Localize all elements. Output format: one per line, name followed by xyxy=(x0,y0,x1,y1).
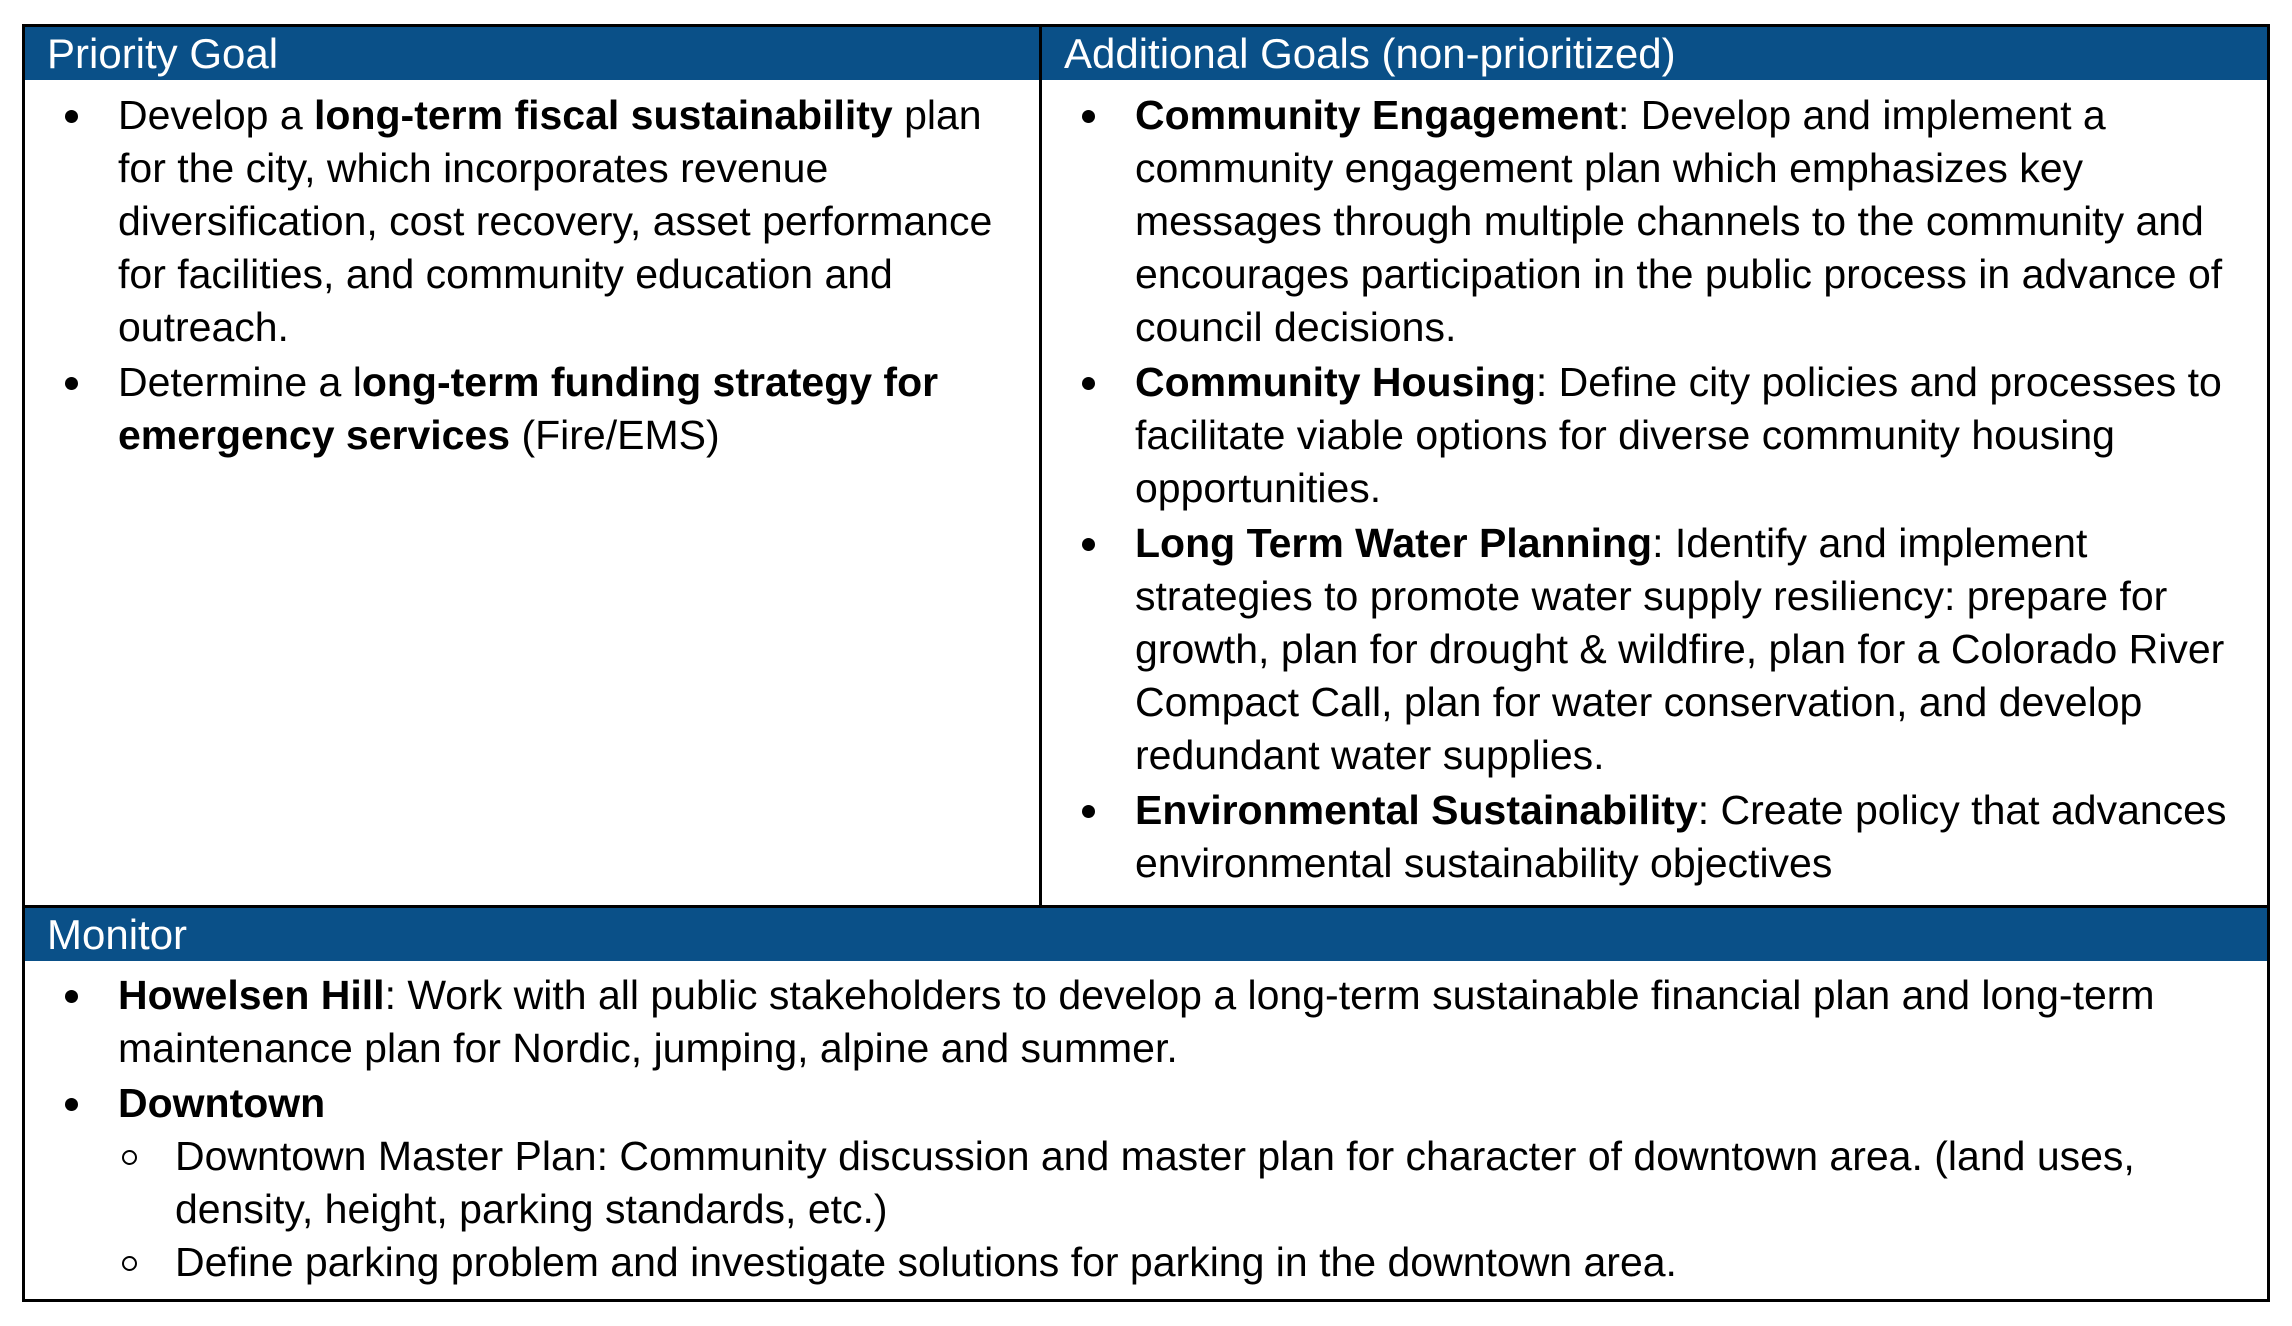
monitor-cell xyxy=(25,961,2267,1291)
monitor-item-howelsen xyxy=(25,969,2251,1075)
monitor-item-downtown xyxy=(25,1077,2251,1289)
priority-goal-list xyxy=(25,89,1023,462)
priority-goal-item xyxy=(25,356,1023,462)
priority-goal-bold: ong-term funding strategy for emergency services xyxy=(118,359,939,458)
monitor-header-text: Monitor xyxy=(47,911,188,958)
priority-goal-cell xyxy=(25,83,1039,464)
additional-goal-item xyxy=(1042,89,2251,354)
additional-goals-header-text: Additional Goals (non-prioritized) xyxy=(1064,30,1676,77)
additional-goal-title: Community Engagement xyxy=(1135,92,1618,138)
priority-goal-bold: long-term fiscal sustainability xyxy=(314,92,893,138)
priority-goal-header xyxy=(25,27,1039,80)
priority-goal-text: (Fire/EMS) xyxy=(510,412,720,458)
priority-goal-text: Develop a xyxy=(118,92,315,138)
priority-goal-text: Determine a l xyxy=(118,359,362,405)
additional-goal-title: Environmental Sustainability xyxy=(1135,787,1698,833)
priority-goal-text: plan for the city, which incorporates revenue diversification, cost recovery, asset performance for facilities, and community education and outreach. xyxy=(118,92,993,350)
priority-goal-header-text: Priority Goal xyxy=(47,30,279,77)
additional-goal-title: Community Housing xyxy=(1135,359,1536,405)
additional-goal-item xyxy=(1042,517,2251,782)
monitor-header xyxy=(25,905,2267,961)
additional-goal-item xyxy=(1042,784,2251,890)
additional-goal-text: : Define city policies and processes to facilitate viable options for diverse community housing opportunities. xyxy=(1135,359,2222,511)
downtown-subitem: Downtown Master Plan: Community discussion and master plan for character of downtown area. (land uses, density, height, parking standards, etc.) xyxy=(118,1130,2251,1236)
downtown-sublist xyxy=(118,1130,2251,1289)
additional-goals-cell xyxy=(1042,83,2267,892)
additional-goal-text: : Identify and implement strategies to promote water supply resiliency: prepare for growth, plan for drought & wildfire, plan for a Colorado River Compact Call, plan for water conservation, and develop redundant water supplies. xyxy=(1135,520,2225,778)
additional-goal-text: : Develop and implement a community engagement plan which emphasizes key messages through multiple channels to the community and encourages participation in the public process in advance of council decisions. xyxy=(1135,92,2223,350)
additional-goal-title: Long Term Water Planning xyxy=(1135,520,1653,566)
additional-goal-item xyxy=(1042,356,2251,515)
additional-goal-text: : Create policy that advances environmental sustainability objectives xyxy=(1135,787,2227,886)
monitor-item-title: Howelsen Hill xyxy=(118,972,385,1018)
downtown-subitem: Define parking problem and investigate solutions for parking in the downtown area. xyxy=(118,1236,2251,1289)
monitor-item-title: Downtown xyxy=(118,1080,326,1126)
priority-goal-item xyxy=(25,89,1023,354)
additional-goals-header xyxy=(1042,27,2267,80)
goals-table xyxy=(22,24,2270,1302)
monitor-item-text: : Work with all public stakeholders to develop a long-term sustainable financial plan and long-term maintenance plan for Nordic, jumping, alpine and summer. xyxy=(118,972,2155,1071)
additional-goals-list xyxy=(1042,89,2251,890)
monitor-list xyxy=(25,969,2251,1289)
